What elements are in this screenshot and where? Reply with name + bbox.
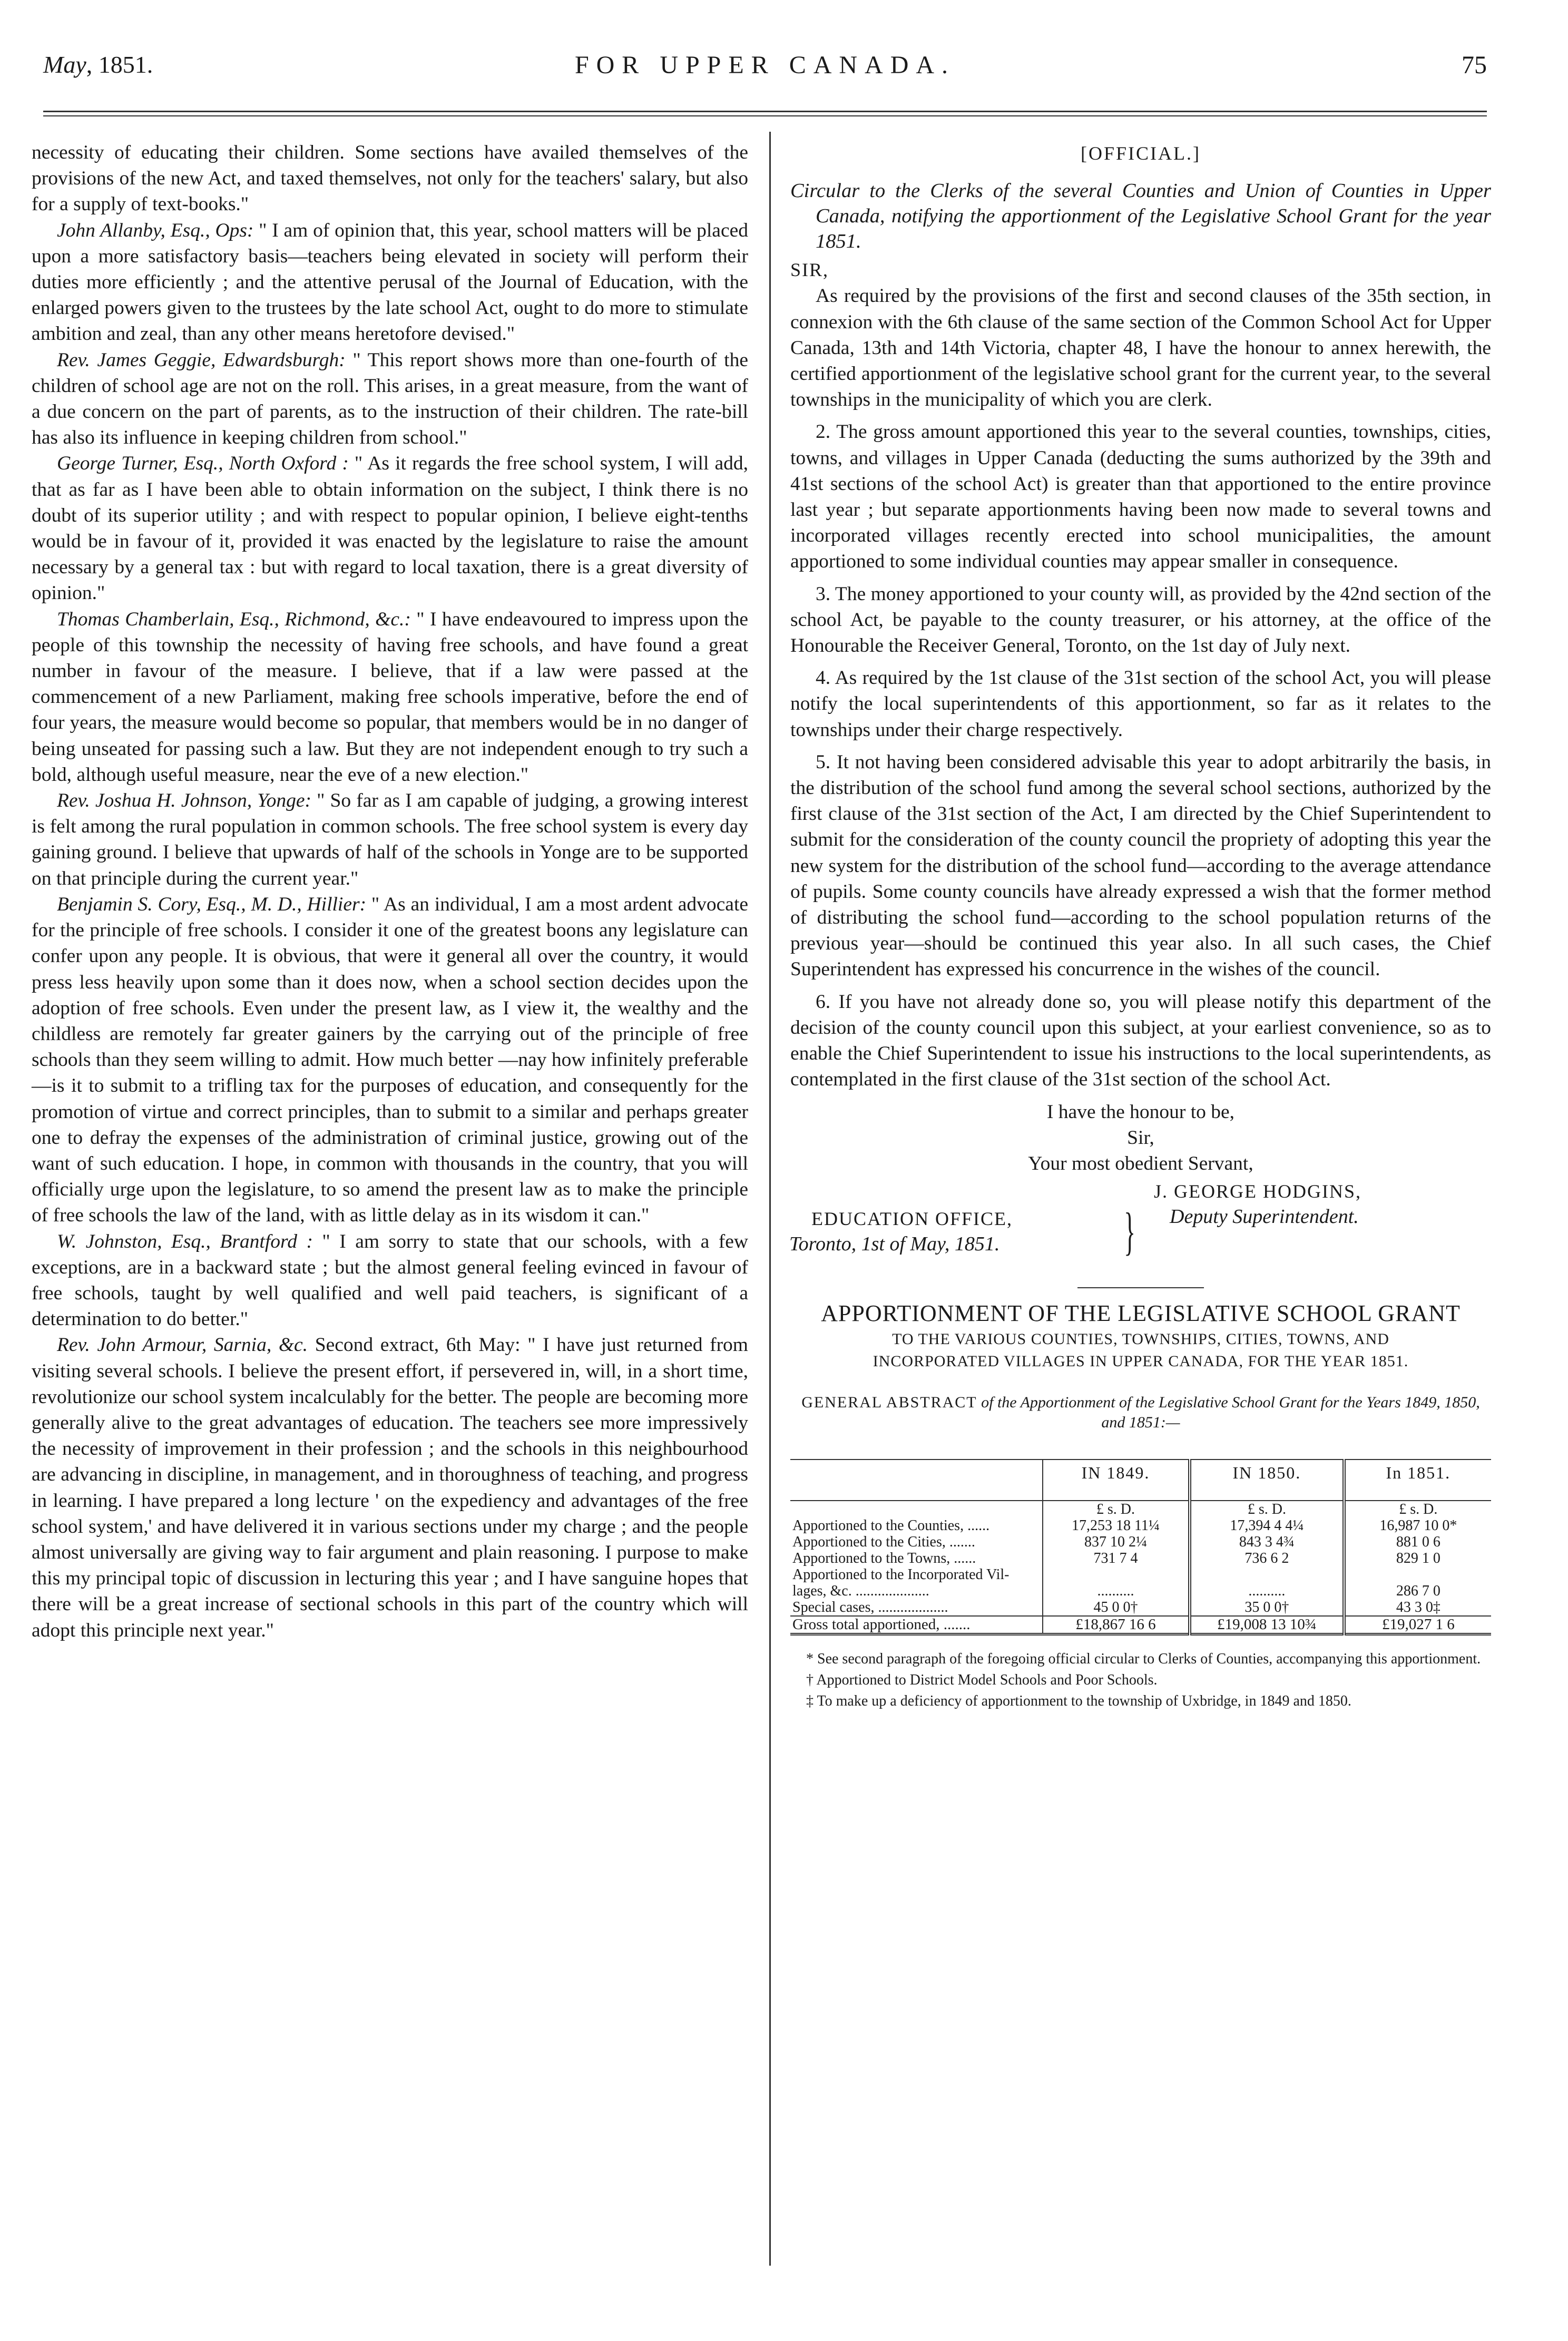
circular-paragraph: 5. It not having been considered advisable this year to adopt arbitrarily the basis, in the distribution of the school fund among the several school sections, authorized by the first clause of the 31st section of the Act, I am directed by the Chief Superintendent to submit for the consideration of the county council the propriety of adopting this year the new system for the distribution of the school fund—according to the average attendance of pupils. Some county councils have already expressed a wish that the former method of distributing the school fund—according to the school population returns of the previous year—should be continued this year also. In all such cases, the Chief Superintendent has expressed his concurrence in the wishes of the council. <box>790 751 1491 981</box>
apportionment-subtitle: INCORPORATED VILLAGES IN UPPER CANADA, FOR THE YEAR 1851. <box>873 1353 1409 1370</box>
para-text: " So far as I am capable of judging, a growing interest is felt among the rural population in common schools. The free school system is every day gaining ground. I believe that upwards of half of the schools in Yonge are to be supported on that principle during the current year." <box>32 790 749 889</box>
table-end-rule <box>790 1634 1491 1636</box>
value-1850 <box>1190 1566 1344 1583</box>
correspondent-name: George Turner, Esq., North Oxford : <box>57 453 349 475</box>
correspondent-name: Rev. Joshua H. Johnson, Yonge: <box>57 790 312 812</box>
report-paragraph <box>32 1332 748 1643</box>
table-row <box>790 1534 1491 1550</box>
total-1849: £18,867 16 6 <box>1043 1616 1190 1634</box>
value-1850: 17,394 4 4¼ <box>1190 1517 1344 1534</box>
value-1851 <box>1344 1566 1491 1583</box>
value-1849: 45 0 0† <box>1043 1599 1190 1616</box>
para-text: Second extract, 6th May: " I have just returned from visiting several schools. I believe the present effort, if persevered in, will, in a short time, revolutionize our school system incalculably for the better. The people are becoming more generally alive to the great advantages of education. The teachers see more impressively the necessity of improvement in their profession ; and the schools in this neighbourhood are advancing in discipline, in management, and in thoroughness of teaching, and progress in learning. I have prepared a long lecture ' on the expediency and advantages of the free school system,' and have delivered it in various sections under my charge ; and the people almost universally are giving way to fair argument and plain reasoning. I purpose to make this my principal topic of discussion in lecturing this year ; and I have sanguine hopes that there will be a great increase of sectional schools in this part of the country which will adopt this principle next year." <box>32 1334 748 1641</box>
circular-paragraph: 2. The gross amount apportioned this year to the several counties, townships, cities, towns, and villages in Upper Canada (deducting the sums authorized by the 39th and 41st sections of the school Act) is greater than that apportioned to the entire province last year ; but separate apportionments having been now made to several towns and incorporated villages recently erected into school municipalities, the amount apportioned to some individual counties may appear smaller in consequence. <box>790 421 1491 573</box>
table-row <box>790 1550 1491 1566</box>
value-1851: 286 7 0 <box>1344 1583 1491 1599</box>
unit-cell: £ s. D. <box>1043 1501 1190 1517</box>
correspondent-name: W. Johnston, Esq., Brantford : <box>57 1230 313 1252</box>
value-1851: 881 0 6 <box>1344 1534 1491 1550</box>
page-header <box>43 51 1487 90</box>
closing-line: Your most obedient Servant, <box>1028 1152 1253 1174</box>
para-text: " I have endeavoured to impress upon the people of this township the necessity of having free schools, and have found a great number in favour of the measure. I believe, that if a law were passed at the commencement of a new Parliament, making free schools imperative, before the end of four years, the measure would become so popular, that members would be in no danger of being unseated for passing such a law. But they are not independent enough to try such a bold, although useful measure, near the eve of a new election." <box>32 608 748 786</box>
report-paragraph <box>32 450 748 606</box>
closing-line: Sir, <box>1127 1127 1154 1149</box>
signature-block <box>790 1179 1491 1279</box>
right-column <box>790 140 1491 1713</box>
para-text: " As an individual, I am a most ardent advocate for the principle of free schools. I consider it one of the greatest boons any legislature can confer upon any people. It is obvious, that were it general all over the country, it would press less heavily upon some than it does now, when a school section decides upon the adoption of free schools. Even under the present law, as I view it, the wealthy and the childless are remotely far greater gainers by the carrying out of the principle of free schools than they seem willing to admit. How much better —nay how infinitely preferable—is it to submit to a trifling tax for the purposes of education, and consequently for the promotion of virtue and correct principles, than to submit to a similar and perhaps greater one to defray the expenses of the administration of criminal justice, growing out of the want of such education. I hope, in common with thousands in the country, that you will officially urge upon the legislature, to so amend the present law as to make the principle of free schools the law of the land, with as little delay as in its wisdom it can." <box>32 893 749 1227</box>
abstract-caption <box>790 1393 1491 1433</box>
units-label <box>790 1501 1043 1517</box>
footnote: ‡ To make up a deficiency of apportionment to the township of Uxbridge, in 1849 and 1850. <box>806 1693 1351 1710</box>
value-1849: .......... <box>1043 1583 1190 1599</box>
value-1849: 17,253 18 11¼ <box>1043 1517 1190 1534</box>
para-text: " This report shows more than one-fourth of the children of school age are not on the roll. This arises, in a great measure, from the want of a due concern on the part of parents, as to the instruction of their children. The rate-bill has also its influence in keeping children from school." <box>32 349 748 449</box>
value-1849 <box>1043 1566 1190 1583</box>
value-1850: .......... <box>1190 1583 1344 1599</box>
table-header-row <box>790 1460 1491 1501</box>
left-column <box>32 140 748 1643</box>
value-1849: 837 10 2¼ <box>1043 1534 1190 1550</box>
value-1851: 829 1 0 <box>1344 1550 1491 1566</box>
circular-paragraph: As required by the provisions of the first and second clauses of the 35th section, in connexion with the 6th clause of the same section of the Common School Act for Upper Canada, 13th and 14th Victoria, chapter 48, I have the honour to annex herewith, the certified apportionment of the legislative school grant for the current year, to the several townships in the municipality of which you are clerk. <box>790 285 1491 411</box>
correspondent-name: Rev. James Geggie, Edwardsburgh: <box>57 349 346 371</box>
abstract-rest: of the Apportionment of the Legislative School Grant for the Years 1849, 1850, and 1851:— <box>977 1394 1480 1432</box>
grant-table <box>790 1459 1491 1635</box>
row-label: Apportioned to the Counties, ...... <box>792 1517 990 1534</box>
section-separator <box>1077 1287 1204 1288</box>
table-corner <box>790 1460 1043 1501</box>
abstract-lead: GENERAL ABSTRACT <box>801 1394 977 1412</box>
report-paragraph <box>32 606 748 788</box>
table-row <box>790 1566 1491 1583</box>
header-month: May <box>43 51 86 78</box>
correspondent-name: Benjamin S. Cory, Esq., M. D., Hillier: <box>57 893 367 915</box>
value-1849: 731 7 4 <box>1043 1550 1190 1566</box>
para-text: " I am sorry to state that our schools, with a few exceptions, are in a backward state ; but the almost general feeling evinced in favour of free schools, taught by well qualified and well paid teachers, is significant of a determination to do better." <box>32 1230 748 1330</box>
row-label: Apportioned to the Incorporated Vil- <box>792 1566 1010 1583</box>
closing-line: I have the honour to be, <box>1046 1101 1235 1123</box>
total-1851: £19,027 1 6 <box>1344 1616 1491 1634</box>
row-label: Special cases, ................... <box>792 1599 948 1616</box>
row-label: lages, &c. .................... <box>792 1583 929 1600</box>
official-label: [OFFICIAL.] <box>1081 143 1201 164</box>
circular-paragraph: 3. The money apportioned to your county will, as provided by the 42nd section of the school Act, be payable to the county treasurer, or his attorney, at the office of the Honourable the Receiver General, Toronto, on the 1st day of July next. <box>790 583 1491 657</box>
running-title: FOR UPPER CANADA. <box>574 51 956 79</box>
value-1850: 843 3 4¾ <box>1190 1534 1344 1550</box>
report-paragraph <box>32 218 748 347</box>
report-paragraph <box>32 1229 748 1333</box>
row-label: Apportioned to the Towns, ...... <box>792 1550 976 1567</box>
office-name: EDUCATION OFFICE, <box>811 1208 1013 1230</box>
page-number: 75 <box>1462 51 1487 79</box>
signer-name: J. GEORGE HODGINS, <box>1154 1181 1361 1202</box>
end-rule <box>790 1634 1491 1636</box>
value-1850: 736 6 2 <box>1190 1550 1344 1566</box>
para-text: necessity of educating their children. Some sections have availed themselves of the provisions of the new Act, and taxed themselves, not only for the teachers' salary, but also for a supply of text-books." <box>32 142 748 216</box>
column-header: IN 1850. <box>1190 1460 1344 1501</box>
circular-heading: Circular to the Clerks of the several Counties and Union of Counties in Upper Canada, notifying the apportionment of the Legislative School Grant for the year 1851. <box>790 180 1491 253</box>
row-label: Apportioned to the Cities, ....... <box>792 1534 975 1551</box>
para-text: " I am of opinion that, this year, school matters will be placed upon a more satisfactory basis—teachers being elevated in society will perform their duties more efficiently ; and the attentive perusal of the Journal of Education, with the enlarged powers given to the trustees by the late school Act, ought to do more to stimulate ambition and zeal, than any other means heretofore devised." <box>32 219 748 345</box>
total-label: Gross total apportioned, ....... <box>790 1616 1043 1634</box>
circular-paragraph: 4. As required by the 1st clause of the 31st section of the school Act, you will please notify the local superintendents of this apportionment, so far as it relates to the townships under their charge respectively. <box>790 667 1491 741</box>
table-row <box>790 1517 1491 1534</box>
footnotes <box>790 1650 1491 1710</box>
column-divider <box>769 132 771 2266</box>
column-header: In 1851. <box>1344 1460 1491 1501</box>
salutation: SIR, <box>790 259 829 281</box>
footnote: † Apportioned to District Model Schools and Poor Schools. <box>806 1672 1158 1689</box>
report-paragraph <box>32 892 748 1229</box>
brace-glyph: } <box>1124 1202 1135 1261</box>
report-paragraph <box>32 788 748 892</box>
circular-paragraph: 6. If you have not already done so, you will please notify this department of the decision of the county council upon this subject, at your earliest convenience, so as to enable the Chief Superintendent to issue his instructions to the local superintendents, as contemplated in the first clause of the 31st section of the school Act. <box>790 991 1491 1091</box>
apportionment-title: APPORTIONMENT OF THE LEGISLATIVE SCHOOL GRANT <box>821 1300 1461 1327</box>
value-1851: 43 3 0‡ <box>1344 1599 1491 1616</box>
column-header: IN 1849. <box>1043 1460 1190 1501</box>
total-row <box>790 1616 1491 1634</box>
footnote: * See second paragraph of the foregoing official circular to Clerks of Counties, accompanying this apportionment. <box>806 1651 1481 1668</box>
correspondent-name: John Allanby, Esq., Ops: <box>57 219 254 241</box>
place-date: Toronto, 1st of May, 1851. <box>789 1233 1000 1256</box>
value-1851: 16,987 10 0* <box>1344 1517 1491 1534</box>
total-1850: £19,008 13 10¾ <box>1190 1616 1344 1634</box>
unit-cell: £ s. D. <box>1190 1501 1344 1517</box>
correspondent-name: Thomas Chamberlain, Esq., Richmond, &c.: <box>57 608 411 630</box>
header-year: , 1851. <box>86 51 153 78</box>
unit-cell: £ s. D. <box>1344 1501 1491 1517</box>
signer-role: Deputy Superintendent. <box>1170 1206 1359 1228</box>
value-1850: 35 0 0† <box>1190 1599 1344 1616</box>
units-row <box>790 1501 1491 1517</box>
table-row <box>790 1583 1491 1599</box>
header-rule <box>43 111 1487 116</box>
apportionment-subtitle: TO THE VARIOUS COUNTIES, TOWNSHIPS, CITIES, TOWNS, AND <box>892 1330 1389 1348</box>
correspondent-name: Rev. John Armour, Sarnia, &c. <box>57 1334 308 1356</box>
paragraph-continuation <box>32 140 748 218</box>
report-paragraph <box>32 347 748 451</box>
para-text: " As it regards the free school system, I will add, that as far as I have been able to obtain information on the subject, I think there is no doubt of its superior utility ; and with respect to popular opinion, I believe eight-tenths would be in favour of it, provided it was enacted by the legislature to raise the amount necessary by a general tax : but with regard to local taxation, there is a great diversity of opinion." <box>32 453 748 604</box>
table-row <box>790 1599 1491 1616</box>
